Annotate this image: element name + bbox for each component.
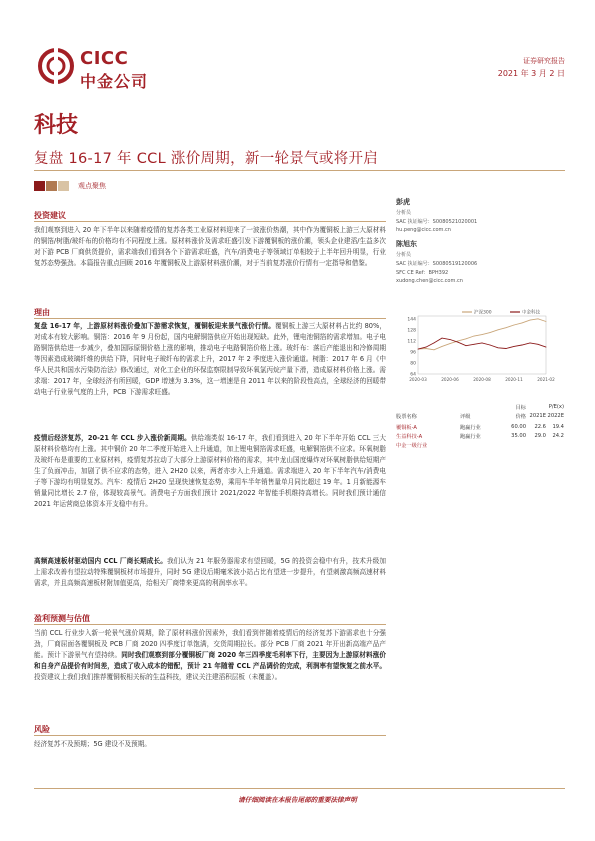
series-point-0 [530,320,531,321]
tag-bars-icon [34,181,74,191]
series-point-0 [434,349,435,350]
series-point-0 [474,336,475,337]
cicc-logo [38,44,178,94]
x-tick-label: 2020-08 [473,377,491,382]
header-cell: 股票名称 [396,414,417,420]
report-type: 证券研究报告 [523,57,565,65]
series-point-0 [426,348,427,349]
x-tick-label: 2020-11 [505,377,523,382]
series-point-0 [498,329,499,330]
reason-paragraph-2 [34,433,386,510]
table-cell: 60.00 [511,424,526,430]
section-heading-reason: 理由 [34,308,50,317]
forecast-text-bold: 同时我们观察到部分覆铜板厂商 2020 年三四季度毛利率下行，主要因为上游原材料涨价和自身产品提价有时间差，造成了收入成本的错配，预计 21 年随着 CCL 产品调价的完成，利润率有望恢复之前水平。 [34,651,387,670]
x-tick-label: 2021-02 [537,377,555,382]
table-cell: 跑赢行业 [460,425,481,431]
table-header-top [396,404,566,413]
legend-label: 沪深300 [474,310,492,316]
series-point-0 [458,340,459,341]
table-cell: 24.2 [552,433,564,439]
reason-p2-text: 供给端类似 16-17 年，我们看到进入 20 年下半年开始 CCL 三大原材料价格均有上涨。其中铜价 20 年二季度开始进入上升通道，加上锂电铜箔需求旺盛，电解铜箔供不应求。环氧树脂及玻纤布是重要的工业原材料，疫情复苏拉动了大部分上游原材料价格的需求，其中龙山国度爆炸对环氧树脂供给短期产生了负面冲击，加剧了供不应求的态势，进入 2H20 以来，两者亦步入上升通道。需求端进入 20 年下半年汽车/消费电子等下游均有明显复苏。汽车：疫情后 2H20 呈现快速恢复态势，乘用车半年销售量单月同比超过 19 年。1 月新能源车销量同比增长 2.7 倍，体现较高景气。消费电子方面我们预计 2021/2022 年智能手机维持高增长。同时我们预计通信 2021 年运营商总体资本开支稳中有升。 [34,434,386,508]
index-performance-chart [396,308,566,388]
report-tag: 观点聚焦 [78,182,106,190]
reason-p1-lead: 复盘 16-17 年，上游原材料涨价叠加下游需求恢复，覆铜板迎来景气涨价行情。 [34,322,276,330]
series-point-1 [458,342,459,343]
risk-paragraph: 经济复苏不及预期；5G 建设不及预期。 [34,740,151,748]
analyst-name: 陈旭东 [396,240,417,248]
series-point-0 [442,346,443,347]
series-point-1 [498,347,499,348]
header-pe: P/E(x) [548,404,564,410]
table-cell[interactable]: 中金一级行业 [396,443,428,449]
table-cell[interactable]: 覆铜板-A [396,425,417,431]
plot-frame [418,316,546,374]
section-divider [34,318,386,319]
forecast-paragraph [34,628,386,683]
series-point-0 [506,327,507,328]
header-cell: 价格 [515,414,526,420]
series-point-1 [418,349,419,350]
analyst-sfc: SFC CE Ref：BPH392 [396,270,449,276]
series-point-1 [522,345,523,346]
series-point-0 [546,321,547,322]
series-point-0 [538,318,539,319]
line-chart-svg [396,308,566,388]
series-point-1 [546,347,547,348]
y-tick-label: 96 [410,350,416,356]
series-point-0 [522,323,523,324]
logo-text-en: CICC [80,48,129,69]
analyst-email[interactable]: hu.peng@cicc.com.cn [396,227,451,233]
report-date: 2021 年 3 月 2 日 [497,69,565,78]
analyst-sac: SAC 执证编号：S0080519120006 [396,261,478,267]
reason-p3-lead: 高频高速板材驱动国内 CCL 厂商长期成长。 [34,557,167,565]
legend-label: 中金科技 [522,310,540,316]
series-point-1 [442,338,443,339]
table-cell: 29.0 [534,433,546,439]
series-point-1 [466,345,467,346]
series-point-1 [490,345,491,346]
series-point-0 [514,325,515,326]
analyst-sac: SAC 执证编号：S0080521020001 [396,219,478,225]
analyst-role: 分析员 [396,210,412,216]
series-point-1 [434,343,435,344]
y-tick-label: 80 [410,361,416,367]
header-cell: 评级 [460,414,471,420]
header-cell: 2021E [529,413,546,419]
series-point-0 [466,338,467,339]
table-row [396,442,566,451]
table-cell[interactable]: 生益科技-A [396,434,423,440]
table-row [396,424,566,433]
table-cell: 22.6 [534,424,546,430]
analyst-email[interactable]: xudong.chen@cicc.com.cn [396,278,463,284]
reason-p3-text: 我们认为 21 年服务器需求有望回暖，5G 的投资会稳中有升，技术升级加上需求改善有望拉动特殊覆铜板材市场提升，同时 5G 建设后期毫米波小站占比有望进一步提升，有望刺激高频高速材料需求，并且高频高速板材附加值更高，给相关厂商带来更高的利润率水平。 [34,557,386,587]
table-cell: 跑赢行业 [460,434,481,440]
header-cell: 2022E [547,413,564,419]
y-tick-label: 144 [407,317,416,323]
series-line-1 [418,338,546,349]
table-header [396,413,566,422]
footer-divider [34,788,565,789]
series-point-1 [514,346,515,347]
series-point-0 [450,343,451,344]
forecast-text-2: 投资建议上我们我们推荐覆铜板相关标的生益科技，建议关注建滔积层板（未覆盖）。 [34,673,282,681]
y-tick-label: 128 [407,328,416,334]
title-divider [34,170,565,171]
y-tick-label: 64 [410,372,416,378]
series-point-1 [426,347,427,348]
table-cell: 19.4 [552,424,564,430]
reason-p1-text: 覆铜板上游三大原材料占比约 80%，对成本有较大影响。铜箔：2016 年 9 月份起，国内电解铜箔供应开始出现短缺。此外，锂电池铜箔的需求增加。电子电路铜箔供给进一步减少，叠加国际原铜价格上涨的影响，推动电子电路铜箔价格上涨。玻纤布：落后产能退出和冷修周期等因素造成玻璃纤维的供给下降，同时电子玻纤布的需求上升，2017 年 2 季度进入涨价通道。树脂：2017 年 6 月《中华人民共和国水污染防治法》修改通过，对化工企业的环保监察限制导致环氧氯丙烷产量下滑，造成原材料价格上涨。需求端：2017 年，全球经济有所回暖，GDP 增速为 3.3%，这一增速是自 2011 年以来的阶段性高点，全球经济的回暖带动电子行业景气度的上升，PCB 下游需求旺盛。 [34,322,386,396]
cicc-logo-icon [38,48,74,84]
series-point-1 [482,343,483,344]
table-cell: 35.00 [511,433,526,439]
series-point-0 [482,334,483,335]
analyst-name: 彭虎 [396,198,410,206]
y-tick-label: 112 [407,339,416,345]
forecast-text-1: 当前 CCL 行业步入新一轮景气涨价周期，除了原材料涨价因素外，我们看到伴随着疫情后的经济复苏下游需求也十分强劲，厂商屈面各覆铜板及 PCB 厂商 2020 四季度订单饱满，交货周期拉长。部分 PCB 厂商 2021 年开出新高端产品产能。预计下游景气有望持续。 [34,629,386,659]
reason-paragraph-1 [34,321,386,398]
sector-title: 科技 [34,113,79,138]
series-point-1 [506,348,507,349]
legal-notice: 请仔细阅读在本报告尾部的重要法律声明 [238,796,357,804]
reason-p2-lead: 疫情后经济复苏，20-21 年 CCL 步入涨价新周期。 [34,434,191,442]
section-heading-investment: 投资建议 [34,211,66,220]
table-row [396,433,566,442]
series-point-1 [530,343,531,344]
section-divider [34,624,386,625]
section-heading-forecast: 盈利预测与估值 [34,614,90,623]
series-point-1 [450,339,451,340]
x-tick-label: 2020-06 [441,377,459,382]
reason-paragraph-3 [34,556,386,589]
report-title: 复盘 16-17 年 CCL 涨价周期，新一轮景气或将开启 [34,151,379,167]
investment-paragraph: 我们观察到进入 20 年下半年以来随着疫情的复苏各类工业原材料迎来了一波涨价热潮，其中作为覆铜板上游三大原材料的铜箔/树脂/玻纤布的价格均有不同程度上涨。原材料涨价及需求旺盛引发下游覆铜板的涨价潮，领头企业建滔/生益多次对下游 PCB 厂商供货提价，需求端我们看到各个下游需求旺盛，汽车/消费电子等领域订单相较于上半年回升明显，行业复苏态势强劲。本篇报告重点回顾 2016 年覆铜板及上游原材料涨价潮，对于当前复苏涨价行情有一定指导和借鉴。 [34,226,386,267]
series-point-0 [490,332,491,333]
section-divider [34,735,386,736]
series-point-1 [474,344,475,345]
section-heading-risk: 风险 [34,725,50,734]
x-tick-label: 2020-03 [409,377,427,382]
series-point-1 [538,344,539,345]
analyst-role: 分析员 [396,252,412,258]
logo-text-cn: 中金公司 [80,72,149,91]
section-divider [34,221,386,222]
header-target: 目标 [515,405,526,411]
